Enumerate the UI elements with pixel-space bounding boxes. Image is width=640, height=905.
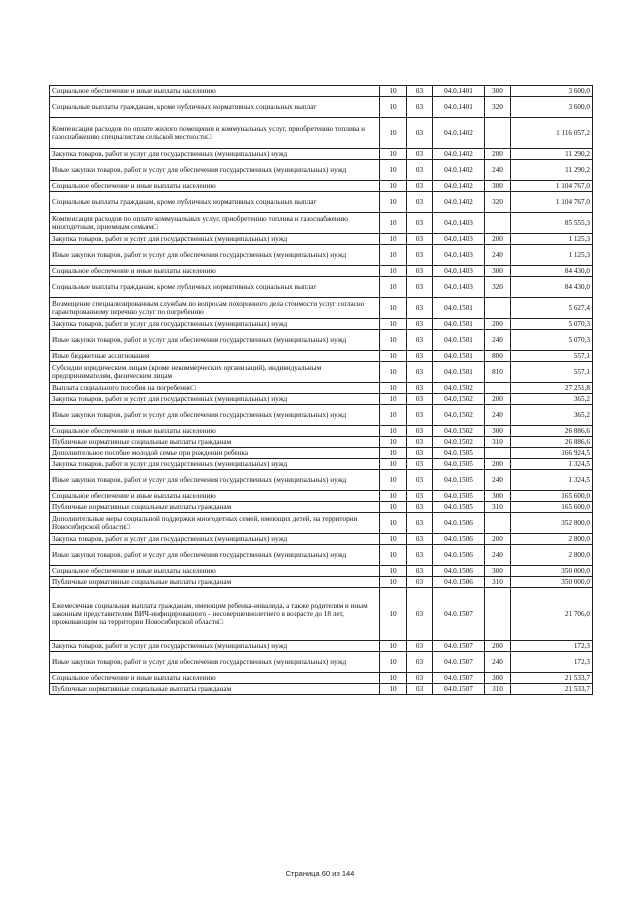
target-article-code: 04.0.1502 [433, 383, 485, 394]
subsection-code: 03 [407, 513, 433, 534]
target-article-code: 04.0.1505 [433, 448, 485, 459]
expense-name: Социальное обеспечение и иные выплаты населению [50, 566, 380, 577]
target-article-code: 04.0.1505 [433, 470, 485, 491]
expense-name: Субсидии юридическим лицам (кроме некоммерческих организаций), индивидуальным предпринимателям, физическим лицам [50, 362, 380, 383]
subsection-code: 03 [407, 362, 433, 383]
expense-name: Закупка товаров, работ и услуг для государственных (муниципальных) нужд [50, 149, 380, 160]
expense-type-code: 200 [485, 149, 511, 160]
target-article-code: 04.0.1501 [433, 351, 485, 362]
expense-type-code [485, 213, 511, 234]
expense-name: Иные закупки товаров, работ и услуг для обеспечения государственных (муниципальных) нужд [50, 330, 380, 351]
expense-type-code: 240 [485, 330, 511, 351]
subsection-code: 03 [407, 319, 433, 330]
amount: 350 000,0 [511, 577, 593, 588]
expense-name: Социальное обеспечение и иные выплаты населению [50, 426, 380, 437]
target-article-code: 04.0.1402 [433, 118, 485, 149]
table-row [50, 245, 593, 266]
expense-name: Компенсация расходов по оплате коммунальных услуг, приобретению топлива и газоснабжению многодетным, приемным семьям□ [50, 213, 380, 234]
amount: 1 324,5 [511, 470, 593, 491]
amount: 26 886,6 [511, 437, 593, 448]
section-code: 10 [380, 181, 407, 192]
budget-table [49, 85, 593, 695]
page-footer: Страница 60 из 144 [285, 869, 355, 878]
target-article-code: 04.0.1506 [433, 577, 485, 588]
expense-type-code: 200 [485, 459, 511, 470]
expense-type-code [485, 298, 511, 319]
subsection-code: 03 [407, 277, 433, 298]
table-row [50, 502, 593, 513]
expense-name: Публичные нормативные социальные выплаты гражданам [50, 437, 380, 448]
amount: 172,3 [511, 641, 593, 652]
target-article-code: 04.0.1507 [433, 652, 485, 673]
expense-name: Социальное обеспечение и иные выплаты населению [50, 673, 380, 684]
target-article-code: 04.0.1402 [433, 192, 485, 213]
subsection-code: 03 [407, 491, 433, 502]
table-row [50, 277, 593, 298]
target-article-code: 04.0.1501 [433, 330, 485, 351]
amount: 21 706,0 [511, 588, 593, 641]
amount: 365,2 [511, 405, 593, 426]
expense-name: Публичные нормативные социальные выплаты гражданам [50, 684, 380, 695]
section-code: 10 [380, 502, 407, 513]
amount: 1 324,5 [511, 459, 593, 470]
target-article-code: 04.0.1502 [433, 437, 485, 448]
amount: 5 627,4 [511, 298, 593, 319]
table-row [50, 319, 593, 330]
expense-name: Закупка товаров, работ и услуг для государственных (муниципальных) нужд [50, 234, 380, 245]
table-row [50, 181, 593, 192]
expense-name: Компенсация расходов по оплате жилого помещения и коммунальных услуг, приобретению топлива и газоснабжению специалистам сельской местности□ [50, 118, 380, 149]
expense-name: Закупка товаров, работ и услуг для государственных (муниципальных) нужд [50, 534, 380, 545]
section-code: 10 [380, 351, 407, 362]
table-row [50, 684, 593, 695]
expense-name: Иные закупки товаров, работ и услуг для обеспечения государственных (муниципальных) нужд [50, 652, 380, 673]
expense-name: Иные закупки товаров, работ и услуг для обеспечения государственных (муниципальных) нужд [50, 245, 380, 266]
amount: 1 116 057,2 [511, 118, 593, 149]
target-article-code: 04.0.1505 [433, 491, 485, 502]
amount: 5 070,3 [511, 319, 593, 330]
expense-name: Социальное обеспечение и иные выплаты населению [50, 86, 380, 97]
expense-name: Закупка товаров, работ и услуг для государственных (муниципальных) нужд [50, 319, 380, 330]
table-row [50, 118, 593, 149]
target-article-code: 04.0.1507 [433, 684, 485, 695]
table-row [50, 86, 593, 97]
expense-name: Социальные выплаты гражданам, кроме публичных нормативных социальных выплат [50, 97, 380, 118]
section-code: 10 [380, 362, 407, 383]
subsection-code: 03 [407, 351, 433, 362]
expense-type-code: 300 [485, 266, 511, 277]
amount: 21 533,7 [511, 673, 593, 684]
expense-type-code: 200 [485, 234, 511, 245]
table-row [50, 330, 593, 351]
expense-name: Дополнительные меры социальной поддержки многодетных семей, имеющих детей, на территории Новосибирской области□ [50, 513, 380, 534]
table-row [50, 298, 593, 319]
expense-name: Социальные выплаты гражданам, кроме публичных нормативных социальных выплат [50, 277, 380, 298]
target-article-code: 04.0.1506 [433, 545, 485, 566]
amount: 3 600,0 [511, 86, 593, 97]
subsection-code: 03 [407, 181, 433, 192]
target-article-code: 04.0.1403 [433, 277, 485, 298]
target-article-code: 04.0.1501 [433, 319, 485, 330]
expense-type-code: 240 [485, 652, 511, 673]
target-article-code: 04.0.1403 [433, 234, 485, 245]
expense-name: Публичные нормативные социальные выплаты гражданам [50, 577, 380, 588]
table-row [50, 213, 593, 234]
section-code: 10 [380, 394, 407, 405]
expense-type-code: 300 [485, 86, 511, 97]
section-code: 10 [380, 534, 407, 545]
amount: 84 430,0 [511, 277, 593, 298]
amount: 11 290,2 [511, 160, 593, 181]
subsection-code: 03 [407, 459, 433, 470]
expense-type-code [485, 448, 511, 459]
expense-type-code [485, 118, 511, 149]
subsection-code: 03 [407, 266, 433, 277]
expense-type-code [485, 588, 511, 641]
table-row [50, 149, 593, 160]
expense-name: Иные закупки товаров, работ и услуг для обеспечения государственных (муниципальных) нужд [50, 405, 380, 426]
section-code: 10 [380, 577, 407, 588]
expense-name: Социальное обеспечение и иные выплаты населению [50, 181, 380, 192]
subsection-code: 03 [407, 566, 433, 577]
subsection-code: 03 [407, 394, 433, 405]
target-article-code: 04.0.1505 [433, 502, 485, 513]
table-row [50, 192, 593, 213]
expense-name: Социальное обеспечение и иные выплаты населению [50, 491, 380, 502]
subsection-code: 03 [407, 448, 433, 459]
subsection-code: 03 [407, 245, 433, 266]
section-code: 10 [380, 588, 407, 641]
amount: 165 600,0 [511, 491, 593, 502]
expense-name: Иные бюджетные ассигнования [50, 351, 380, 362]
section-code: 10 [380, 459, 407, 470]
table-row [50, 362, 593, 383]
amount: 350 000,0 [511, 566, 593, 577]
target-article-code: 04.0.1505 [433, 459, 485, 470]
amount: 11 290,2 [511, 149, 593, 160]
table-row [50, 534, 593, 545]
table-row [50, 437, 593, 448]
section-code: 10 [380, 277, 407, 298]
subsection-code: 03 [407, 652, 433, 673]
target-article-code: 04.0.1502 [433, 405, 485, 426]
expense-name: Дополнительное пособие молодой семье при рождении ребенка [50, 448, 380, 459]
section-code: 10 [380, 405, 407, 426]
table-row [50, 652, 593, 673]
subsection-code: 03 [407, 502, 433, 513]
amount: 2 800,0 [511, 534, 593, 545]
section-code: 10 [380, 426, 407, 437]
target-article-code: 04.0.1502 [433, 394, 485, 405]
amount: 85 555,3 [511, 213, 593, 234]
table-row [50, 545, 593, 566]
target-article-code: 04.0.1402 [433, 181, 485, 192]
expense-name: Закупка товаров, работ и услуг для государственных (муниципальных) нужд [50, 641, 380, 652]
section-code: 10 [380, 149, 407, 160]
section-code: 10 [380, 86, 407, 97]
expense-type-code: 800 [485, 351, 511, 362]
expense-name: Публичные нормативные социальные выплаты гражданам [50, 502, 380, 513]
expense-type-code: 200 [485, 319, 511, 330]
section-code: 10 [380, 470, 407, 491]
table-row [50, 405, 593, 426]
section-code: 10 [380, 641, 407, 652]
expense-name: Выплата социального пособия на погребение□ [50, 383, 380, 394]
target-article-code: 04.0.1501 [433, 298, 485, 319]
target-article-code: 04.0.1403 [433, 245, 485, 266]
expense-name: Закупка товаров, работ и услуг для государственных (муниципальных) нужд [50, 394, 380, 405]
expense-name: Иные закупки товаров, работ и услуг для обеспечения государственных (муниципальных) нужд [50, 470, 380, 491]
subsection-code: 03 [407, 330, 433, 351]
subsection-code: 03 [407, 684, 433, 695]
section-code: 10 [380, 192, 407, 213]
section-code: 10 [380, 566, 407, 577]
subsection-code: 03 [407, 437, 433, 448]
expense-type-code: 240 [485, 545, 511, 566]
section-code: 10 [380, 160, 407, 181]
expense-type-code: 200 [485, 394, 511, 405]
section-code: 10 [380, 319, 407, 330]
target-article-code: 04.0.1502 [433, 426, 485, 437]
expense-type-code: 200 [485, 534, 511, 545]
amount: 1 125,3 [511, 234, 593, 245]
amount: 21 533,7 [511, 684, 593, 695]
amount: 2 800,0 [511, 545, 593, 566]
amount: 26 886,6 [511, 426, 593, 437]
table-row [50, 234, 593, 245]
subsection-code: 03 [407, 383, 433, 394]
subsection-code: 03 [407, 213, 433, 234]
expense-type-code: 320 [485, 192, 511, 213]
expense-name: Возмещение специализированным службам по вопросам похоронного дела стоимости услуг согласно гарантированному перечню услуг по погребению [50, 298, 380, 319]
expense-name: Социальное обеспечение и иные выплаты населению [50, 266, 380, 277]
target-article-code: 04.0.1506 [433, 513, 485, 534]
expense-type-code: 310 [485, 577, 511, 588]
target-article-code: 04.0.1506 [433, 566, 485, 577]
target-article-code: 04.0.1507 [433, 673, 485, 684]
subsection-code: 03 [407, 545, 433, 566]
subsection-code: 03 [407, 577, 433, 588]
amount: 5 070,3 [511, 330, 593, 351]
expense-type-code: 200 [485, 641, 511, 652]
section-code: 10 [380, 684, 407, 695]
table-row [50, 160, 593, 181]
section-code: 10 [380, 545, 407, 566]
table-row [50, 470, 593, 491]
expense-type-code: 300 [485, 673, 511, 684]
section-code: 10 [380, 245, 407, 266]
target-article-code: 04.0.1403 [433, 213, 485, 234]
expense-type-code: 300 [485, 426, 511, 437]
target-article-code: 04.0.1506 [433, 534, 485, 545]
expense-type-code: 320 [485, 97, 511, 118]
expense-type-code: 320 [485, 277, 511, 298]
expense-name: Иные закупки товаров, работ и услуг для обеспечения государственных (муниципальных) нужд [50, 160, 380, 181]
section-code: 10 [380, 652, 407, 673]
section-code: 10 [380, 448, 407, 459]
table-body [50, 86, 593, 695]
amount: 172,3 [511, 652, 593, 673]
amount: 1 104 767,0 [511, 192, 593, 213]
target-article-code: 04.0.1401 [433, 97, 485, 118]
subsection-code: 03 [407, 86, 433, 97]
expense-type-code: 240 [485, 160, 511, 181]
target-article-code: 04.0.1402 [433, 149, 485, 160]
expense-name: Социальные выплаты гражданам, кроме публичных нормативных социальных выплат [50, 192, 380, 213]
subsection-code: 03 [407, 160, 433, 181]
section-code: 10 [380, 437, 407, 448]
expense-type-code: 300 [485, 566, 511, 577]
amount: 1 104 767,0 [511, 181, 593, 192]
target-article-code: 04.0.1507 [433, 641, 485, 652]
table-row [50, 448, 593, 459]
subsection-code: 03 [407, 118, 433, 149]
amount: 165 600,0 [511, 502, 593, 513]
table-row [50, 641, 593, 652]
target-article-code: 04.0.1507 [433, 588, 485, 641]
section-code: 10 [380, 491, 407, 502]
subsection-code: 03 [407, 192, 433, 213]
section-code: 10 [380, 298, 407, 319]
section-code: 10 [380, 383, 407, 394]
subsection-code: 03 [407, 673, 433, 684]
expense-type-code [485, 383, 511, 394]
amount: 166 924,5 [511, 448, 593, 459]
section-code: 10 [380, 118, 407, 149]
section-code: 10 [380, 513, 407, 534]
amount: 3 600,0 [511, 97, 593, 118]
table-row [50, 491, 593, 502]
expense-type-code: 240 [485, 405, 511, 426]
table-row [50, 577, 593, 588]
table-row [50, 97, 593, 118]
table-row [50, 513, 593, 534]
expense-type-code: 300 [485, 181, 511, 192]
expense-type-code: 240 [485, 470, 511, 491]
amount: 365,2 [511, 394, 593, 405]
section-code: 10 [380, 234, 407, 245]
amount: 27 251,8 [511, 383, 593, 394]
expense-type-code: 310 [485, 437, 511, 448]
expense-type-code: 240 [485, 245, 511, 266]
section-code: 10 [380, 673, 407, 684]
expense-type-code: 300 [485, 491, 511, 502]
subsection-code: 03 [407, 298, 433, 319]
subsection-code: 03 [407, 426, 433, 437]
section-code: 10 [380, 330, 407, 351]
table-row [50, 383, 593, 394]
expense-name: Иные закупки товаров, работ и услуг для обеспечения государственных (муниципальных) нужд [50, 545, 380, 566]
subsection-code: 03 [407, 234, 433, 245]
target-article-code: 04.0.1403 [433, 266, 485, 277]
target-article-code: 04.0.1501 [433, 362, 485, 383]
expense-type-code: 310 [485, 684, 511, 695]
expense-type-code [485, 513, 511, 534]
target-article-code: 04.0.1402 [433, 160, 485, 181]
expense-type-code: 810 [485, 362, 511, 383]
table-row [50, 588, 593, 641]
table-row [50, 266, 593, 277]
subsection-code: 03 [407, 405, 433, 426]
table-row [50, 394, 593, 405]
subsection-code: 03 [407, 97, 433, 118]
expense-name: Закупка товаров, работ и услуг для государственных (муниципальных) нужд [50, 459, 380, 470]
amount: 557,1 [511, 362, 593, 383]
table-row [50, 426, 593, 437]
subsection-code: 03 [407, 588, 433, 641]
table-row [50, 566, 593, 577]
subsection-code: 03 [407, 641, 433, 652]
amount: 557,1 [511, 351, 593, 362]
expense-name: Ежемесячная социальная выплата гражданам, имеющим ребенка-инвалида, а также родителям и иным законным представителям ВИЧ-инфицированного - несовершеннолетнего в возрасте до 18 лет, проживающим на территории Новосибирской области□ [50, 588, 380, 641]
table-row [50, 673, 593, 684]
section-code: 10 [380, 97, 407, 118]
target-article-code: 04.0.1401 [433, 86, 485, 97]
section-code: 10 [380, 266, 407, 277]
expense-type-code: 310 [485, 502, 511, 513]
table-row [50, 459, 593, 470]
amount: 84 430,0 [511, 266, 593, 277]
subsection-code: 03 [407, 470, 433, 491]
subsection-code: 03 [407, 534, 433, 545]
amount: 352 800,0 [511, 513, 593, 534]
amount: 1 125,3 [511, 245, 593, 266]
table-row [50, 351, 593, 362]
subsection-code: 03 [407, 149, 433, 160]
section-code: 10 [380, 213, 407, 234]
